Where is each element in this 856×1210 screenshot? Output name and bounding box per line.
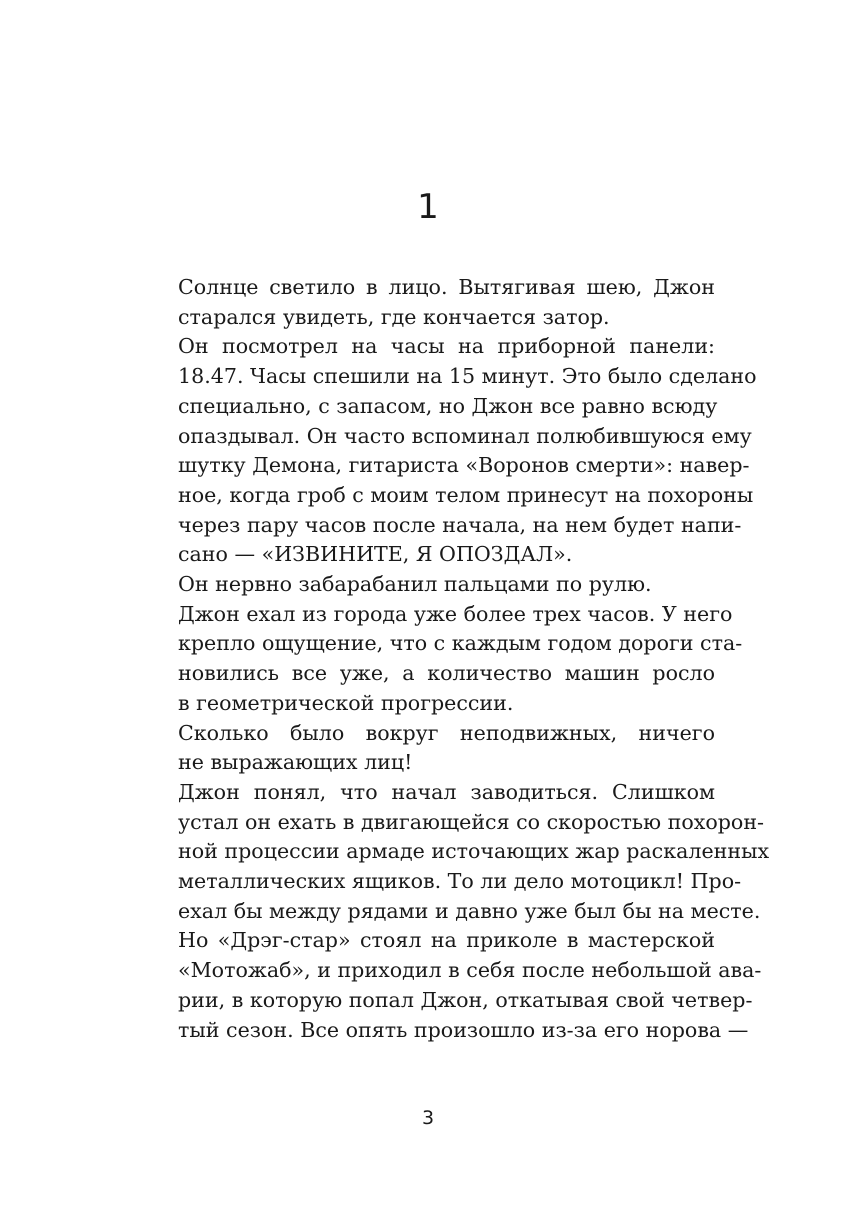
text-line: Он нервно забарабанил пальцами по рулю.	[178, 572, 652, 597]
text-line: Джон понял, что начал заводиться. Слишком	[178, 779, 715, 804]
paragraph	[143, 600, 743, 719]
text-line: Сколько было вокруг неподвижных, ничего	[178, 720, 715, 745]
chapter-number: 1	[417, 187, 439, 227]
text-line: ное, когда гроб с моим телом принесут на похороны	[178, 482, 754, 507]
text-line: крепло ощущение, что с каждым годом дороги ста-	[178, 631, 743, 656]
paragraph	[143, 332, 757, 570]
text-line: ной процессии армаде источающих жар раскаленных	[178, 839, 770, 864]
text-line: рии, в которую попал Джон, откатывая свой четвер-	[178, 987, 753, 1012]
text-line: 18.47. Часы спешили на 15 минут. Это было сделано	[178, 364, 757, 389]
paragraph	[143, 719, 715, 778]
text-line: старался увидеть, где кончается затор.	[178, 304, 610, 329]
text-line: Джон ехал из города уже более трех часов. У него	[178, 601, 733, 626]
text-line: новились все уже, а количество машин росло	[178, 661, 715, 686]
page-number: 3	[421, 1107, 435, 1129]
chapter-body	[143, 273, 770, 1045]
text-line: специально, с запасом, но Джон все равно всюду	[178, 393, 718, 418]
text-line: Солнце светило в лицо. Вытягивая шею, Джон	[178, 275, 715, 299]
text-line: опаздывал. Он часто вспоминал полюбившуюся ему	[178, 423, 752, 448]
paragraph	[143, 570, 715, 600]
text-line: тый сезон. Все опять произошло из-за его норова —	[178, 1017, 749, 1042]
text-line: шутку Демона, гитариста «Воронов смерти»: навер-	[178, 453, 750, 478]
paragraph	[143, 273, 715, 332]
text-line: устал он ехать в двигающейся со скоростью похорон-	[178, 809, 764, 834]
text-line: ехал бы между рядами и давно уже был бы на месте.	[178, 898, 761, 923]
text-line: Он посмотрел на часы на приборной панели:	[178, 334, 715, 359]
text-line: через пару часов после начала, на нем будет напи-	[178, 512, 742, 537]
text-line: Но «Дрэг-стар» стоял на приколе в мастерской	[178, 928, 715, 953]
paragraph	[143, 778, 770, 1045]
text-line: сано — «ИЗВИНИТЕ, Я ОПОЗДАЛ».	[178, 542, 573, 567]
text-line: не выражающих лиц!	[178, 750, 413, 775]
text-line: металлических ящиков. То ли дело мотоцикл! Про-	[178, 869, 742, 894]
text-line: в геометрической прогрессии.	[178, 690, 514, 715]
text-line: «Мотожаб», и приходил в себя после небольшой ава-	[178, 958, 762, 983]
